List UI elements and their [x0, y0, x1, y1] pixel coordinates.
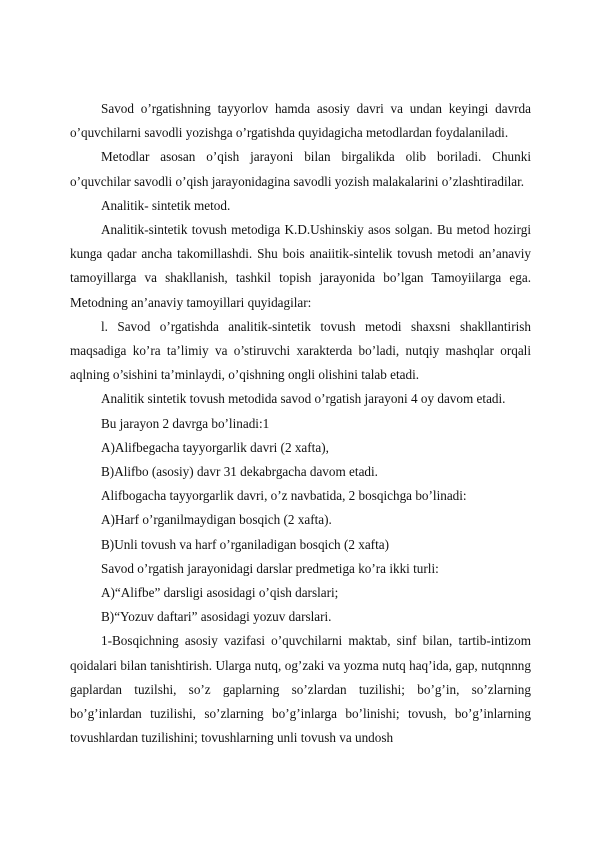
list-item-stage-b: B)Unli tovush va harf o’rganiladigan bosqich (2 xafta): [101, 536, 389, 552]
paragraph-periods: Bu jarayon 2 davrga bo’linadi:1: [101, 415, 270, 431]
list-item-period-b: B)Alifbo (asosiy) davr 31 dekabrgacha davom etadi.: [101, 464, 378, 480]
paragraph-principle-1: l. Savod o’rgatishda analitik-sintetik tovush metodi shaxsni shakllantirish maqsadiga ko’ra ta’limiy va o’stiruvchi xarakterda bo’ladi, nutqiy mashqlar orqali aqlning o’sishini ta’minlaydi, o’qishning ongli olishini talab etadi.: [70, 318, 531, 383]
list-item-stage-a: A)Harf o’rganilmaydigan bosqich (2 xafta).: [101, 512, 332, 528]
paragraph-lesson-types: Savod o’rgatish jarayonidagi darslar predmetiga ko’ra ikki turli:: [101, 560, 439, 576]
paragraph-methods: Metodlar asosan o’qish jarayoni bilan birgalikda olib boriladi. Chunki o’quvchilar savodli o’qish jarayonidagina savodli yozish malakalarini o’zlashtiradilar.: [70, 149, 531, 189]
paragraph-duration: Analitik sintetik tovush metodida savod o’rgatish jarayoni 4 oy davom etadi.: [101, 391, 506, 407]
paragraph-ushinskiy: Analitik-sintetik tovush metodiga K.D.Ushinskiy asos solgan. Bu metod hozirgi kunga qadar ancha takomillashdi. Shu bois anaiitik-sintelik tovush metodi an’anaviy tamoyillarga va shakllanish, tashkil topish jarayonida bo’lgan Tamoyiilarga ega. Metodning an’anaviy tamoyillari quyidagilar:: [70, 222, 531, 310]
list-item-period-a: A)Alifbegacha tayyorgarlik davri (2 xafta),: [101, 439, 329, 455]
list-item-lesson-a: A)“Alifbe” darsligi asosidagi o’qish darslari;: [101, 585, 339, 601]
list-item-lesson-b: B)“Yozuv daftari” asosidagi yozuv darslari.: [101, 609, 332, 625]
document-body: [70, 97, 531, 750]
paragraph-intro: Savod o’rgatishning tayyorlov hamda asosiy davri va undan keyingi davrda o’quvchilarni savodli yozishga o’rgatishda quyidagicha metodlardan foydalaniladi.: [70, 101, 531, 141]
paragraph-stage-1-tasks: 1-Bosqichning asosiy vazifasi o’quvchilarni maktab, sinf bilan, tartib-intizom qoidalari bilan tanishtirish. Ularga nutq, og’zaki va yozma nutq haq’ida, gap, nutqnnng gaplardan tuzilshi, so’z gaplarning so’zlardan tuzilishi; bo’g’in, so’zlarning bo’g’inlardan tuzilishi, so’zlarning bo’g’inlarga bo’linishi; tovush, bo’g’inlarning tovushlardan tuzilishini; tovushlarning unli tovush va undosh: [70, 633, 531, 746]
paragraph-heading-analytic-synthetic: Analitik- sintetik metod.: [101, 197, 231, 213]
paragraph-stages: Alifbogacha tayyorgarlik davri, o’z navbatida, 2 bosqichga bo’linadi:: [101, 488, 467, 504]
